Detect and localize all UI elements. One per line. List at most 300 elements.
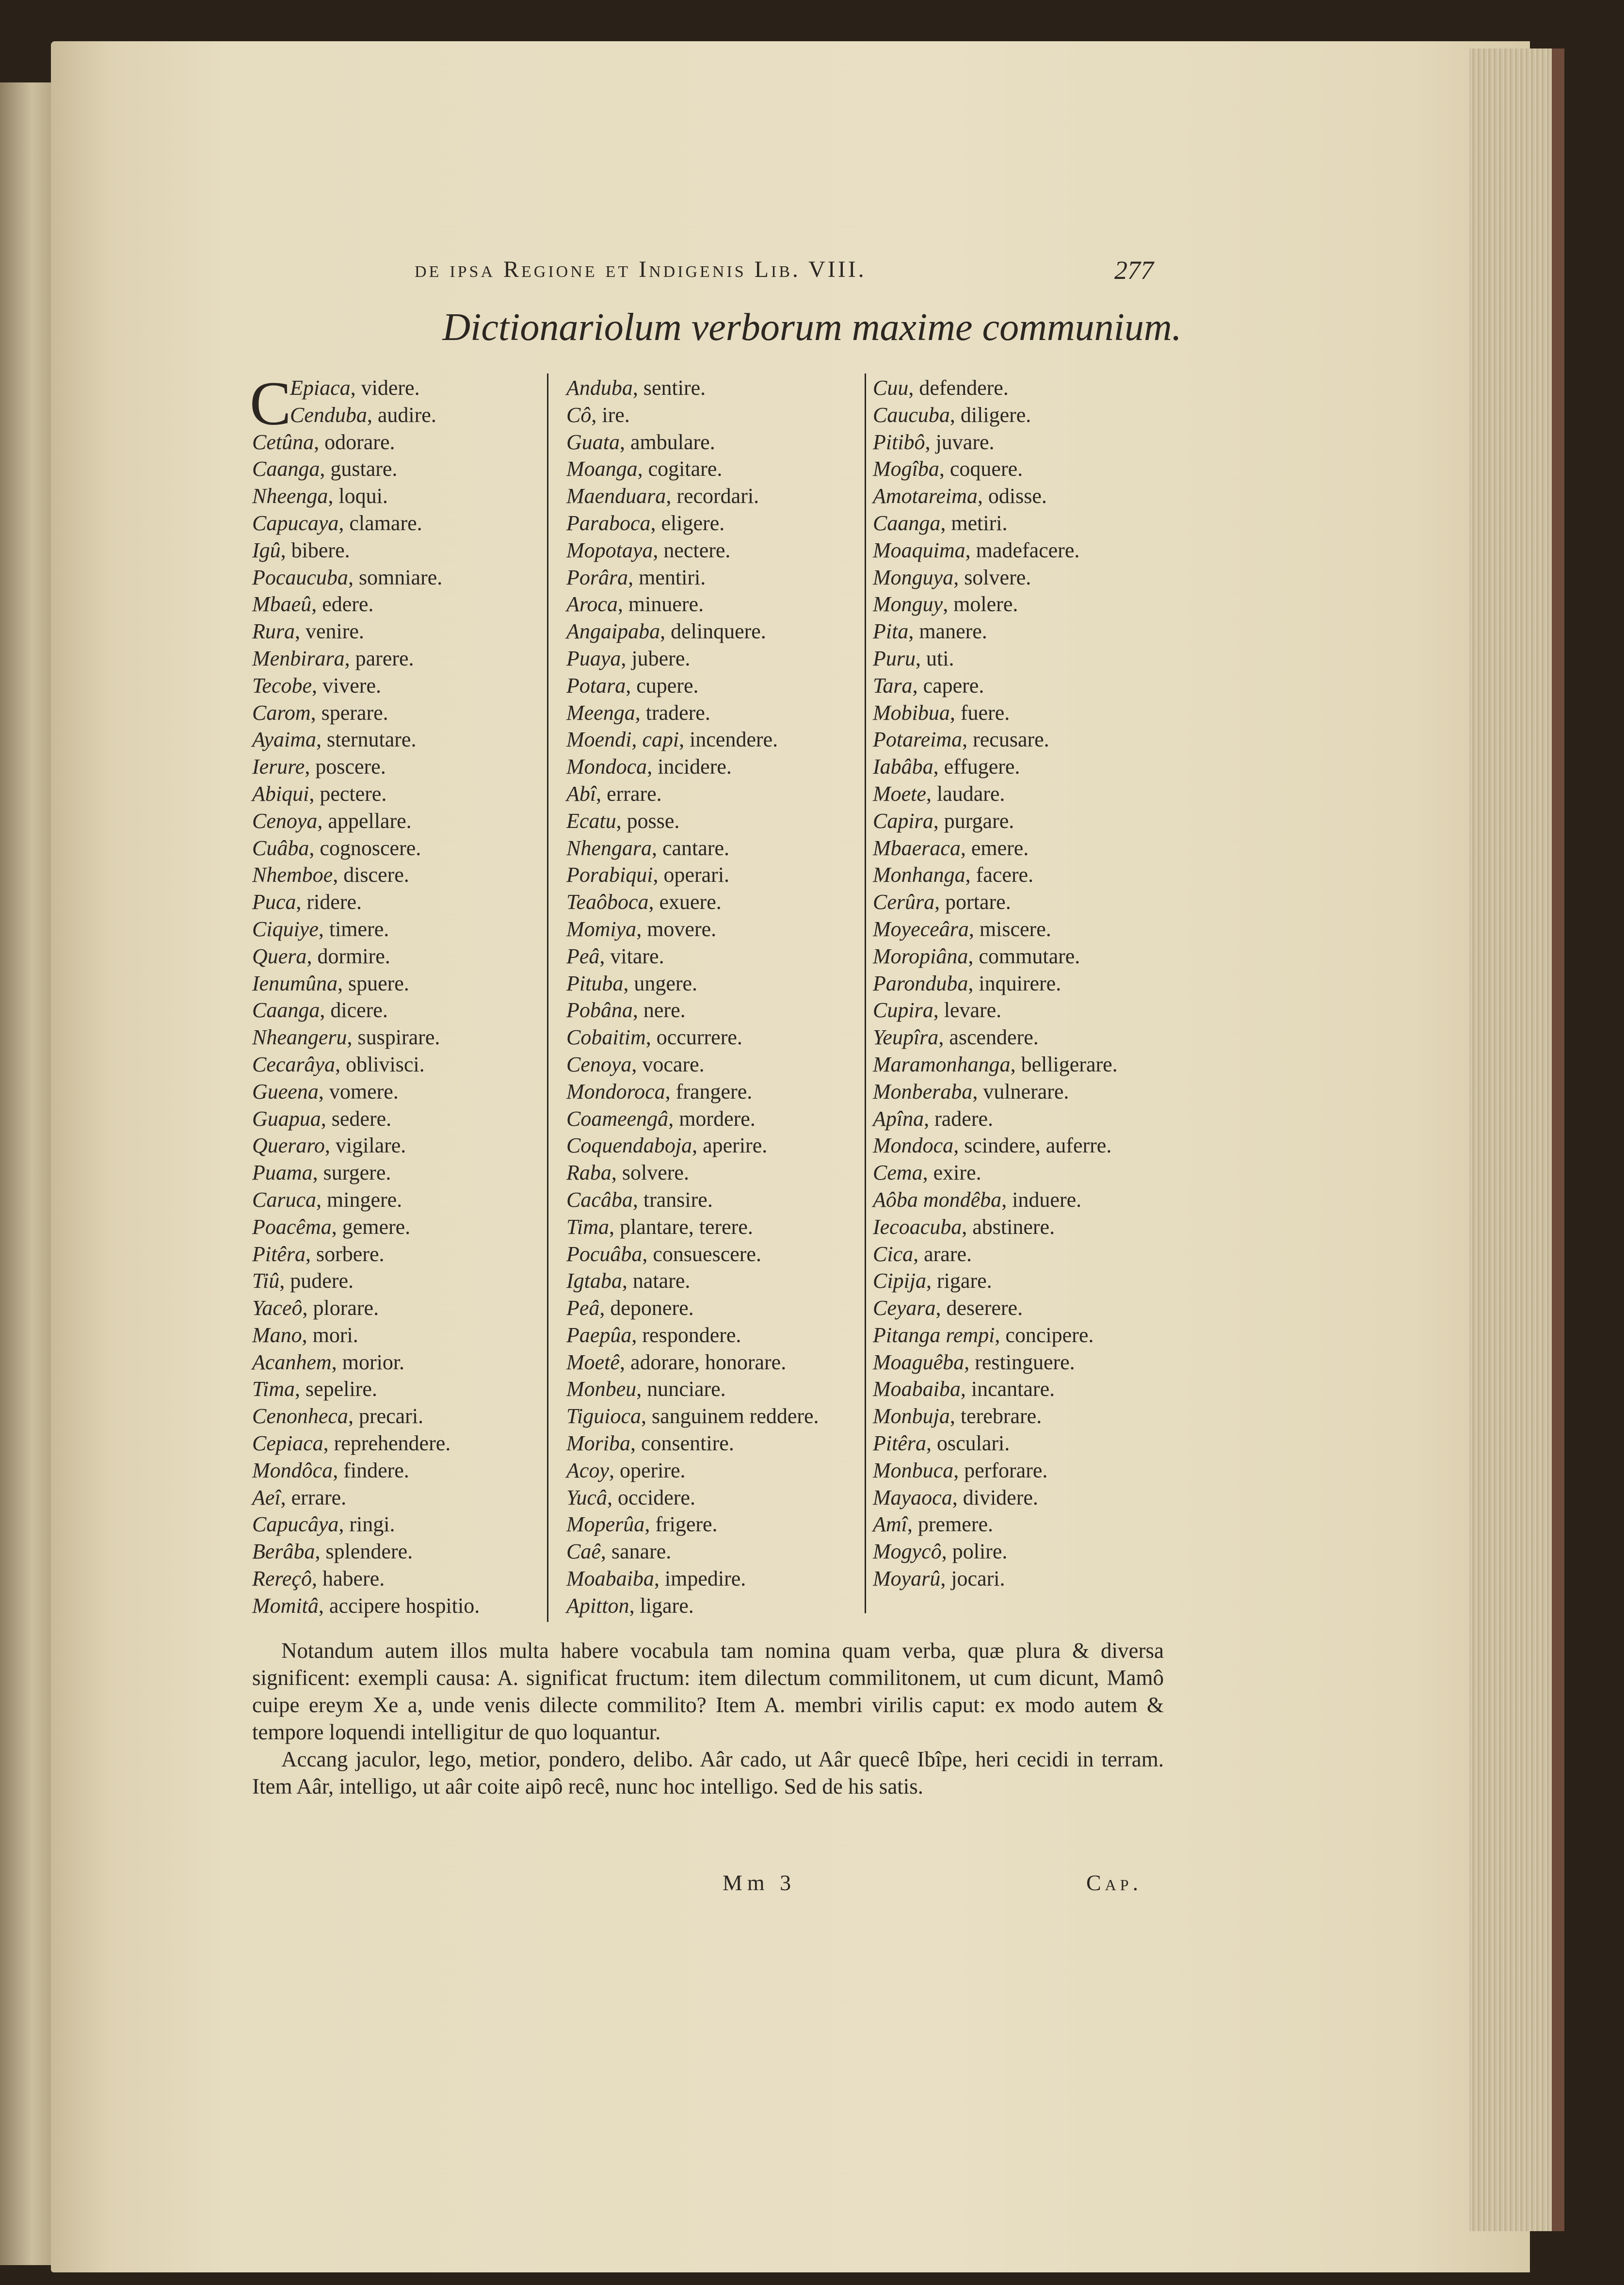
entry-meaning: , pectere.: [309, 781, 387, 806]
entry-meaning: , somniare.: [348, 565, 443, 589]
entry-term: Poacêma: [252, 1215, 332, 1239]
dictionary-entry: [566, 591, 857, 618]
entry-meaning: , dividere.: [952, 1485, 1038, 1509]
running-header: de ipsa Regione et Indigenis Lib. VIII.: [415, 257, 867, 282]
dictionary-entry: [566, 970, 857, 997]
entry-term: Nheangeru: [252, 1025, 347, 1050]
entry-meaning: , jubere.: [621, 646, 691, 670]
dictionary-entry: [566, 1132, 857, 1159]
entry-term: Pobâna: [566, 998, 633, 1022]
entry-term: Monhanga: [873, 863, 965, 887]
entry-meaning: , commutare.: [968, 944, 1080, 968]
entry-meaning: , concipere.: [995, 1323, 1094, 1347]
entry-term: Berâba: [252, 1540, 315, 1564]
note-paragraph: Accang jaculor, lego, metior, pondero, delibo. Aâr cado, ut Aâr quecê Ibîpe, heri cecidi in terram. Item Aâr, intelligo, ut aâr coite aipô recê, nunc hoc intelligo. Sed de his satis.: [252, 1747, 1164, 1799]
entry-term: Igû: [252, 538, 281, 562]
column-rule: [547, 373, 548, 1622]
entry-meaning: , jocari.: [940, 1567, 1005, 1591]
entry-meaning: , miscere.: [968, 917, 1051, 941]
entry-meaning: , gemere.: [331, 1215, 411, 1239]
dictionary-entry: [873, 889, 1174, 916]
entry-meaning: , suspirare.: [347, 1025, 440, 1050]
entry-term: Iabâba: [873, 755, 933, 779]
entry-meaning: , sorbere.: [305, 1242, 385, 1266]
entry-term: Igtaba: [566, 1269, 622, 1293]
entry-term: Amî: [873, 1512, 907, 1537]
entry-term: Mopotaya: [566, 538, 653, 562]
entry-meaning: , sternutare.: [316, 728, 417, 752]
entry-term: Moendi, capi: [566, 728, 679, 752]
dictionary-entry: [873, 1078, 1174, 1105]
entry-meaning: , occidere.: [607, 1485, 695, 1509]
entry-term: Puru: [873, 646, 916, 670]
dictionary-entry: [252, 1376, 543, 1403]
entry-meaning: , exuere.: [648, 890, 722, 914]
entry-meaning: , precari.: [348, 1404, 424, 1428]
dictionary-entry: [873, 1484, 1174, 1511]
entry-term: Pita: [873, 619, 909, 644]
entry-meaning: , ire.: [591, 403, 630, 427]
dictionary-entry: [873, 402, 1174, 429]
page-title: Dictionariolum verborum maxime communium.: [442, 306, 1182, 349]
entry-meaning: , timere.: [318, 917, 389, 941]
entry-meaning: , adorare, honorare.: [619, 1350, 787, 1374]
entry-term: Pitêra: [873, 1431, 926, 1456]
entry-term: Puama: [252, 1161, 313, 1185]
entry-meaning: , occurrere.: [645, 1025, 742, 1050]
entry-term: Aeî: [252, 1485, 281, 1509]
entry-meaning: , incidere.: [647, 755, 732, 779]
dictionary-entry: [252, 402, 543, 429]
entry-term: Tima: [252, 1377, 295, 1401]
entry-meaning: , laudare.: [926, 781, 1005, 806]
entry-meaning: , cogitare.: [637, 457, 723, 481]
dictionary-entry: [873, 1349, 1174, 1376]
dictionary-entry: [252, 591, 543, 618]
entry-meaning: , metiri.: [940, 511, 1008, 535]
entry-meaning: , emere.: [960, 836, 1029, 860]
entry-meaning: , oblivisci.: [335, 1052, 425, 1076]
dictionary-entry: [252, 1159, 543, 1186]
entry-term: Cetûna: [252, 430, 314, 454]
entry-meaning: , pudere.: [279, 1269, 354, 1293]
entry-term: Queraro: [252, 1134, 325, 1158]
dictionary-entry: [873, 1295, 1174, 1322]
dictionary-entry: [566, 889, 857, 916]
entry-meaning: , scindere, auferre.: [953, 1134, 1112, 1158]
dictionary-entry: [566, 1267, 857, 1295]
entry-meaning: , mentiri.: [628, 565, 706, 589]
entry-term: Mogycô: [873, 1540, 942, 1564]
entry-meaning: , coquere.: [939, 457, 1023, 481]
entry-term: Mbaeraca: [873, 836, 961, 860]
catchword: Cap.: [1086, 1870, 1142, 1895]
entry-term: Cerûra: [873, 890, 935, 914]
entry-term: Apitton: [566, 1593, 629, 1618]
entry-meaning: , minuere.: [617, 592, 704, 616]
entry-term: Cepiaca: [252, 1431, 323, 1456]
dictionary-entry: [252, 726, 543, 753]
dictionary-entry: [566, 1376, 857, 1403]
entry-meaning: , gustare.: [320, 457, 398, 481]
entry-meaning: , facere.: [965, 863, 1034, 887]
entry-meaning: , incendere.: [679, 728, 778, 752]
entry-term: Moete: [873, 781, 926, 806]
entry-term: Moriba: [566, 1431, 630, 1456]
entry-term: Cenonheca: [252, 1404, 348, 1428]
entry-term: Cuu: [873, 376, 909, 400]
dictionary-entry: [873, 483, 1174, 510]
entry-term: Teaôboca: [566, 890, 649, 914]
dictionary-entry: [252, 780, 543, 808]
dictionary-entry: [566, 1159, 857, 1186]
dictionary-entry: [566, 1051, 857, 1078]
dictionary-entry: [252, 1511, 543, 1538]
entry-meaning: , natare.: [622, 1269, 691, 1293]
entry-meaning: , ascendere.: [938, 1025, 1039, 1050]
entry-term: Mondoca: [873, 1134, 954, 1158]
entry-term: Mayaoca: [873, 1485, 952, 1509]
entry-meaning: , portare.: [934, 890, 1011, 914]
dictionary-entry: [252, 510, 543, 537]
entry-term: Angaipaba: [566, 619, 660, 644]
entry-term: Mondoroca: [566, 1079, 665, 1103]
entry-meaning: , bibere.: [280, 538, 350, 562]
dictionary-entry: [252, 1051, 543, 1078]
entry-meaning: , dormire.: [306, 944, 390, 968]
entry-term: Cipija: [873, 1269, 927, 1293]
dictionary-entry: [252, 997, 543, 1024]
dictionary-column-3: [873, 374, 1174, 1592]
entry-term: Peâ: [566, 944, 600, 968]
dictionary-entry: [252, 1186, 543, 1214]
dictionary-entry: [566, 402, 857, 429]
dictionary-entry: [252, 1484, 543, 1511]
entry-term: Moabaiba: [566, 1567, 654, 1591]
dictionary-entry: [252, 835, 543, 862]
dictionary-entry: [566, 564, 857, 591]
dictionary-entry: [252, 564, 543, 591]
dictionary-entry: [252, 808, 543, 835]
entry-term: Tecobe: [252, 673, 312, 697]
entry-term: Capira: [873, 809, 933, 833]
entry-meaning: , plorare.: [302, 1296, 379, 1320]
dictionary-entry: [566, 1105, 857, 1133]
entry-term: Menbirara: [252, 646, 345, 670]
entry-meaning: , vulnerare.: [972, 1079, 1069, 1103]
entry-meaning: , plantare, terere.: [609, 1215, 753, 1239]
entry-meaning: , sentire.: [632, 376, 706, 400]
entry-meaning: , restinguere.: [964, 1350, 1075, 1374]
dictionary-entry: [873, 916, 1174, 943]
entry-meaning: , edere.: [311, 592, 374, 616]
entry-term: Guata: [566, 430, 620, 454]
entry-term: Maenduara: [566, 484, 666, 508]
entry-term: Monguya: [873, 565, 954, 589]
entry-meaning: , vigilare.: [324, 1134, 406, 1158]
entry-term: Cecarâya: [252, 1052, 336, 1076]
entry-meaning: , exire.: [922, 1161, 981, 1185]
dictionary-entry: [566, 1430, 857, 1457]
entry-term: Caanga: [252, 457, 320, 481]
entry-meaning: , frangere.: [665, 1079, 753, 1103]
entry-meaning: , solvere.: [611, 1161, 689, 1185]
dictionary-entry: [873, 970, 1174, 997]
dictionary-entry: [252, 943, 543, 970]
entry-meaning: , incantare.: [960, 1377, 1055, 1401]
entry-term: Monbuca: [873, 1458, 954, 1482]
dictionary-entry: [566, 1322, 857, 1349]
entry-meaning: , sanare.: [600, 1540, 672, 1564]
dictionary-column-1: [250, 369, 543, 1620]
entry-meaning: , ungere.: [623, 971, 698, 995]
dictionary-entry: [566, 780, 857, 808]
entry-term: Momitâ: [252, 1593, 319, 1618]
entry-meaning: , nectere.: [653, 538, 731, 562]
dictionary-entry: [566, 726, 857, 753]
dictionary-entry: [873, 1457, 1174, 1484]
entry-meaning: , cupere.: [626, 673, 699, 697]
dictionary-entry: [252, 1565, 543, 1592]
entry-meaning: , consuescere.: [642, 1242, 761, 1266]
dictionary-entry: [566, 455, 857, 483]
dictionary-entry: [252, 645, 543, 672]
entry-term: Cenduba: [290, 403, 367, 427]
entry-term: Gueena: [252, 1079, 319, 1103]
dictionary-entry: [566, 1565, 857, 1592]
dictionary-entry: [566, 483, 857, 510]
dictionary-entry: [566, 1592, 857, 1620]
entry-term: Potara: [566, 673, 626, 697]
dictionary-entry: [873, 835, 1174, 862]
dictionary-entry: [566, 429, 857, 456]
dictionary-entry: [252, 1214, 543, 1241]
dictionary-entry: [873, 645, 1174, 672]
entry-meaning: , manere.: [908, 619, 987, 644]
entry-term: Capucâya: [252, 1512, 339, 1537]
entry-term: Nhengara: [566, 836, 652, 860]
dictionary-entry: [873, 618, 1174, 645]
entry-term: Mogîba: [873, 457, 939, 481]
entry-meaning: , radere.: [924, 1106, 994, 1131]
dictionary-entry: [566, 1457, 857, 1484]
dictionary-entry: [566, 1186, 857, 1214]
entry-meaning: , consentire.: [630, 1431, 734, 1456]
dictionary-entry: [252, 1349, 543, 1376]
entry-meaning: , belligerare.: [1010, 1052, 1118, 1076]
dictionary-entry: [566, 943, 857, 970]
entry-meaning: , recordari.: [666, 484, 759, 508]
dictionary-entry: [252, 618, 543, 645]
dictionary-entry: [873, 455, 1174, 483]
dictionary-entry: [873, 1322, 1174, 1349]
entry-meaning: , ligare.: [629, 1593, 694, 1618]
dictionary-entry: [873, 1214, 1174, 1241]
dictionary-entry: [566, 699, 857, 727]
entry-term: Maramonhanga: [873, 1052, 1011, 1076]
dictionary-entry: [252, 753, 543, 780]
dictionary-entry: [566, 1078, 857, 1105]
entry-term: Acanhem: [252, 1350, 332, 1374]
dictionary-entry: [566, 618, 857, 645]
entry-term: Moropiâna: [873, 944, 968, 968]
entry-term: Ecatu: [566, 809, 616, 833]
dictionary-entry: [873, 699, 1174, 727]
entry-meaning: , arare.: [913, 1242, 972, 1266]
entry-term: Capucaya: [252, 511, 339, 535]
entry-meaning: , respondere.: [631, 1323, 741, 1347]
entry-term: Pocaucuba: [252, 565, 348, 589]
entry-term: Puca: [252, 890, 296, 914]
entry-meaning: , mori.: [302, 1323, 358, 1347]
dictionary-entry: [873, 753, 1174, 780]
dictionary-entry: [252, 1078, 543, 1105]
dictionary-entry: [873, 943, 1174, 970]
dictionary-entry: [252, 970, 543, 997]
entry-meaning: , sepelire.: [295, 1377, 377, 1401]
entry-term: Caruca: [252, 1187, 316, 1212]
entry-meaning: , surgere.: [312, 1161, 391, 1185]
dictionary-entry: [252, 889, 543, 916]
entry-meaning: , errare.: [280, 1485, 347, 1509]
note-paragraph: Notandum autem illos multa habere vocabula tam nomina quam verba, quæ plura & diversa significent: exempli causa: A. significat fructum: item dilectum commilitonem, ut cum dicunt, Mamô cuipe ereym Xe a, unde venis dilecte commilito? Item A. membri virilis caput: ex modo autem & tempore loquendi intelligitur de quo loquantur.: [252, 1638, 1164, 1744]
entry-term: Raba: [566, 1161, 611, 1185]
entry-term: Moabaiba: [873, 1377, 961, 1401]
entry-term: Moetê: [566, 1350, 620, 1374]
page-stack-edges: [1469, 49, 1564, 2231]
entry-meaning: , accipere hospitio.: [318, 1593, 480, 1618]
entry-meaning: , premere.: [907, 1512, 994, 1537]
entry-meaning: , eligere.: [650, 511, 725, 535]
entry-meaning: , madefacere.: [965, 538, 1080, 562]
entry-meaning: , splendere.: [315, 1540, 413, 1564]
entry-term: Iecoacuba: [873, 1215, 962, 1239]
dictionary-entry: [252, 672, 543, 699]
entry-meaning: , posse.: [616, 809, 680, 833]
entry-term: Aôba mondêba: [873, 1187, 1002, 1212]
entry-term: Tima: [566, 1215, 610, 1239]
entry-meaning: , errare.: [596, 781, 662, 806]
entry-term: Cema: [873, 1161, 923, 1185]
entry-term: Pituba: [566, 971, 624, 995]
entry-meaning: , purgare.: [933, 809, 1014, 833]
dictionary-entry: [873, 1132, 1174, 1159]
dictionary-entry: [252, 429, 543, 456]
entry-term: Cô: [566, 403, 592, 427]
entry-meaning: , ringi.: [338, 1512, 395, 1537]
entry-meaning: , ambulare.: [620, 430, 715, 454]
dictionary-entry: [566, 1484, 857, 1511]
entry-term: Carom: [252, 700, 311, 725]
entry-meaning: , impedire.: [654, 1567, 746, 1591]
dictionary-entry: [252, 1105, 543, 1133]
entry-term: Ierure: [252, 755, 305, 779]
entry-meaning: , operari.: [653, 863, 730, 887]
entry-term: Tiû: [252, 1269, 280, 1293]
entry-term: Mano: [252, 1323, 302, 1347]
entry-term: Coquendaboja: [566, 1134, 692, 1158]
dictionary-entry: [252, 1295, 543, 1322]
dictionary-entry: [566, 645, 857, 672]
dictionary-entry: [566, 753, 857, 780]
entry-meaning: , morior.: [331, 1350, 405, 1374]
page-number: 277: [1114, 256, 1154, 285]
entry-term: Caê: [566, 1540, 601, 1564]
entry-meaning: , mingere.: [316, 1187, 402, 1212]
dictionary-entry: [873, 1511, 1174, 1538]
dictionary-entry: [566, 916, 857, 943]
dictionary-entry: [252, 861, 543, 889]
dictionary-entry: [252, 483, 543, 510]
entry-term: Ceyara: [873, 1296, 936, 1320]
dictionary-entry: [252, 537, 543, 564]
entry-term: Meenga: [566, 700, 635, 725]
dictionary-entry: [566, 1538, 857, 1565]
dictionary-entry: [252, 916, 543, 943]
entry-term: Anduba: [566, 376, 633, 400]
entry-meaning: , abstinere.: [962, 1215, 1055, 1239]
dictionary-entry: [873, 861, 1174, 889]
entry-term: Porâra: [566, 565, 628, 589]
dictionary-entry: [252, 1132, 543, 1159]
entry-term: Cenoya: [566, 1052, 632, 1076]
entry-term: Pocuâba: [566, 1242, 643, 1266]
entry-term: Ienumûna: [252, 971, 338, 995]
entry-meaning: , inquirere.: [968, 971, 1061, 995]
dictionary-entry: [873, 997, 1174, 1024]
entry-term: Acoy: [566, 1458, 609, 1482]
entry-term: Cupira: [873, 998, 933, 1022]
entry-term: Ciquiye: [252, 917, 319, 941]
entry-meaning: , juvare.: [925, 430, 995, 454]
dictionary-entry: [252, 1024, 543, 1051]
drop-cap: C: [250, 369, 291, 438]
entry-term: Quera: [252, 944, 307, 968]
entry-meaning: , mordere.: [668, 1106, 756, 1131]
entry-meaning: , ridere.: [296, 890, 362, 914]
entry-meaning: , audire.: [367, 403, 436, 427]
entry-meaning: , sanguinem reddere.: [641, 1404, 819, 1428]
dictionary-entry: [252, 1241, 543, 1268]
entry-meaning: , vomere.: [318, 1079, 399, 1103]
entry-meaning: , diligere.: [949, 403, 1031, 427]
dictionary-entry: [566, 1349, 857, 1376]
entry-term: Mondoca: [566, 755, 647, 779]
entry-term: Rereçô: [252, 1567, 312, 1591]
entry-term: Moanga: [566, 457, 638, 481]
dictionary-entry: [873, 1159, 1174, 1186]
entry-term: Rura: [252, 619, 295, 644]
entry-meaning: , transire.: [632, 1187, 713, 1212]
entry-term: Paraboca: [566, 511, 651, 535]
dictionary-entry: [566, 997, 857, 1024]
entry-term: Moyeceâra: [873, 917, 969, 941]
entry-meaning: , recusare.: [962, 728, 1049, 752]
entry-meaning: , tradere.: [635, 700, 710, 725]
dictionary-entry: [566, 1403, 857, 1430]
entry-term: Potareima: [873, 728, 963, 752]
entry-meaning: , sperare.: [310, 700, 388, 725]
dictionary-entry: [566, 1241, 857, 1268]
entry-term: Monbeu: [566, 1377, 637, 1401]
entry-meaning: , levare.: [933, 998, 1002, 1022]
entry-term: Pitibô: [873, 430, 925, 454]
dictionary-entry: [566, 808, 857, 835]
entry-term: Amotareima: [873, 484, 978, 508]
entry-term: Cuâba: [252, 836, 309, 860]
entry-term: Yucâ: [566, 1485, 607, 1509]
entry-meaning: , delinquere.: [660, 619, 766, 644]
